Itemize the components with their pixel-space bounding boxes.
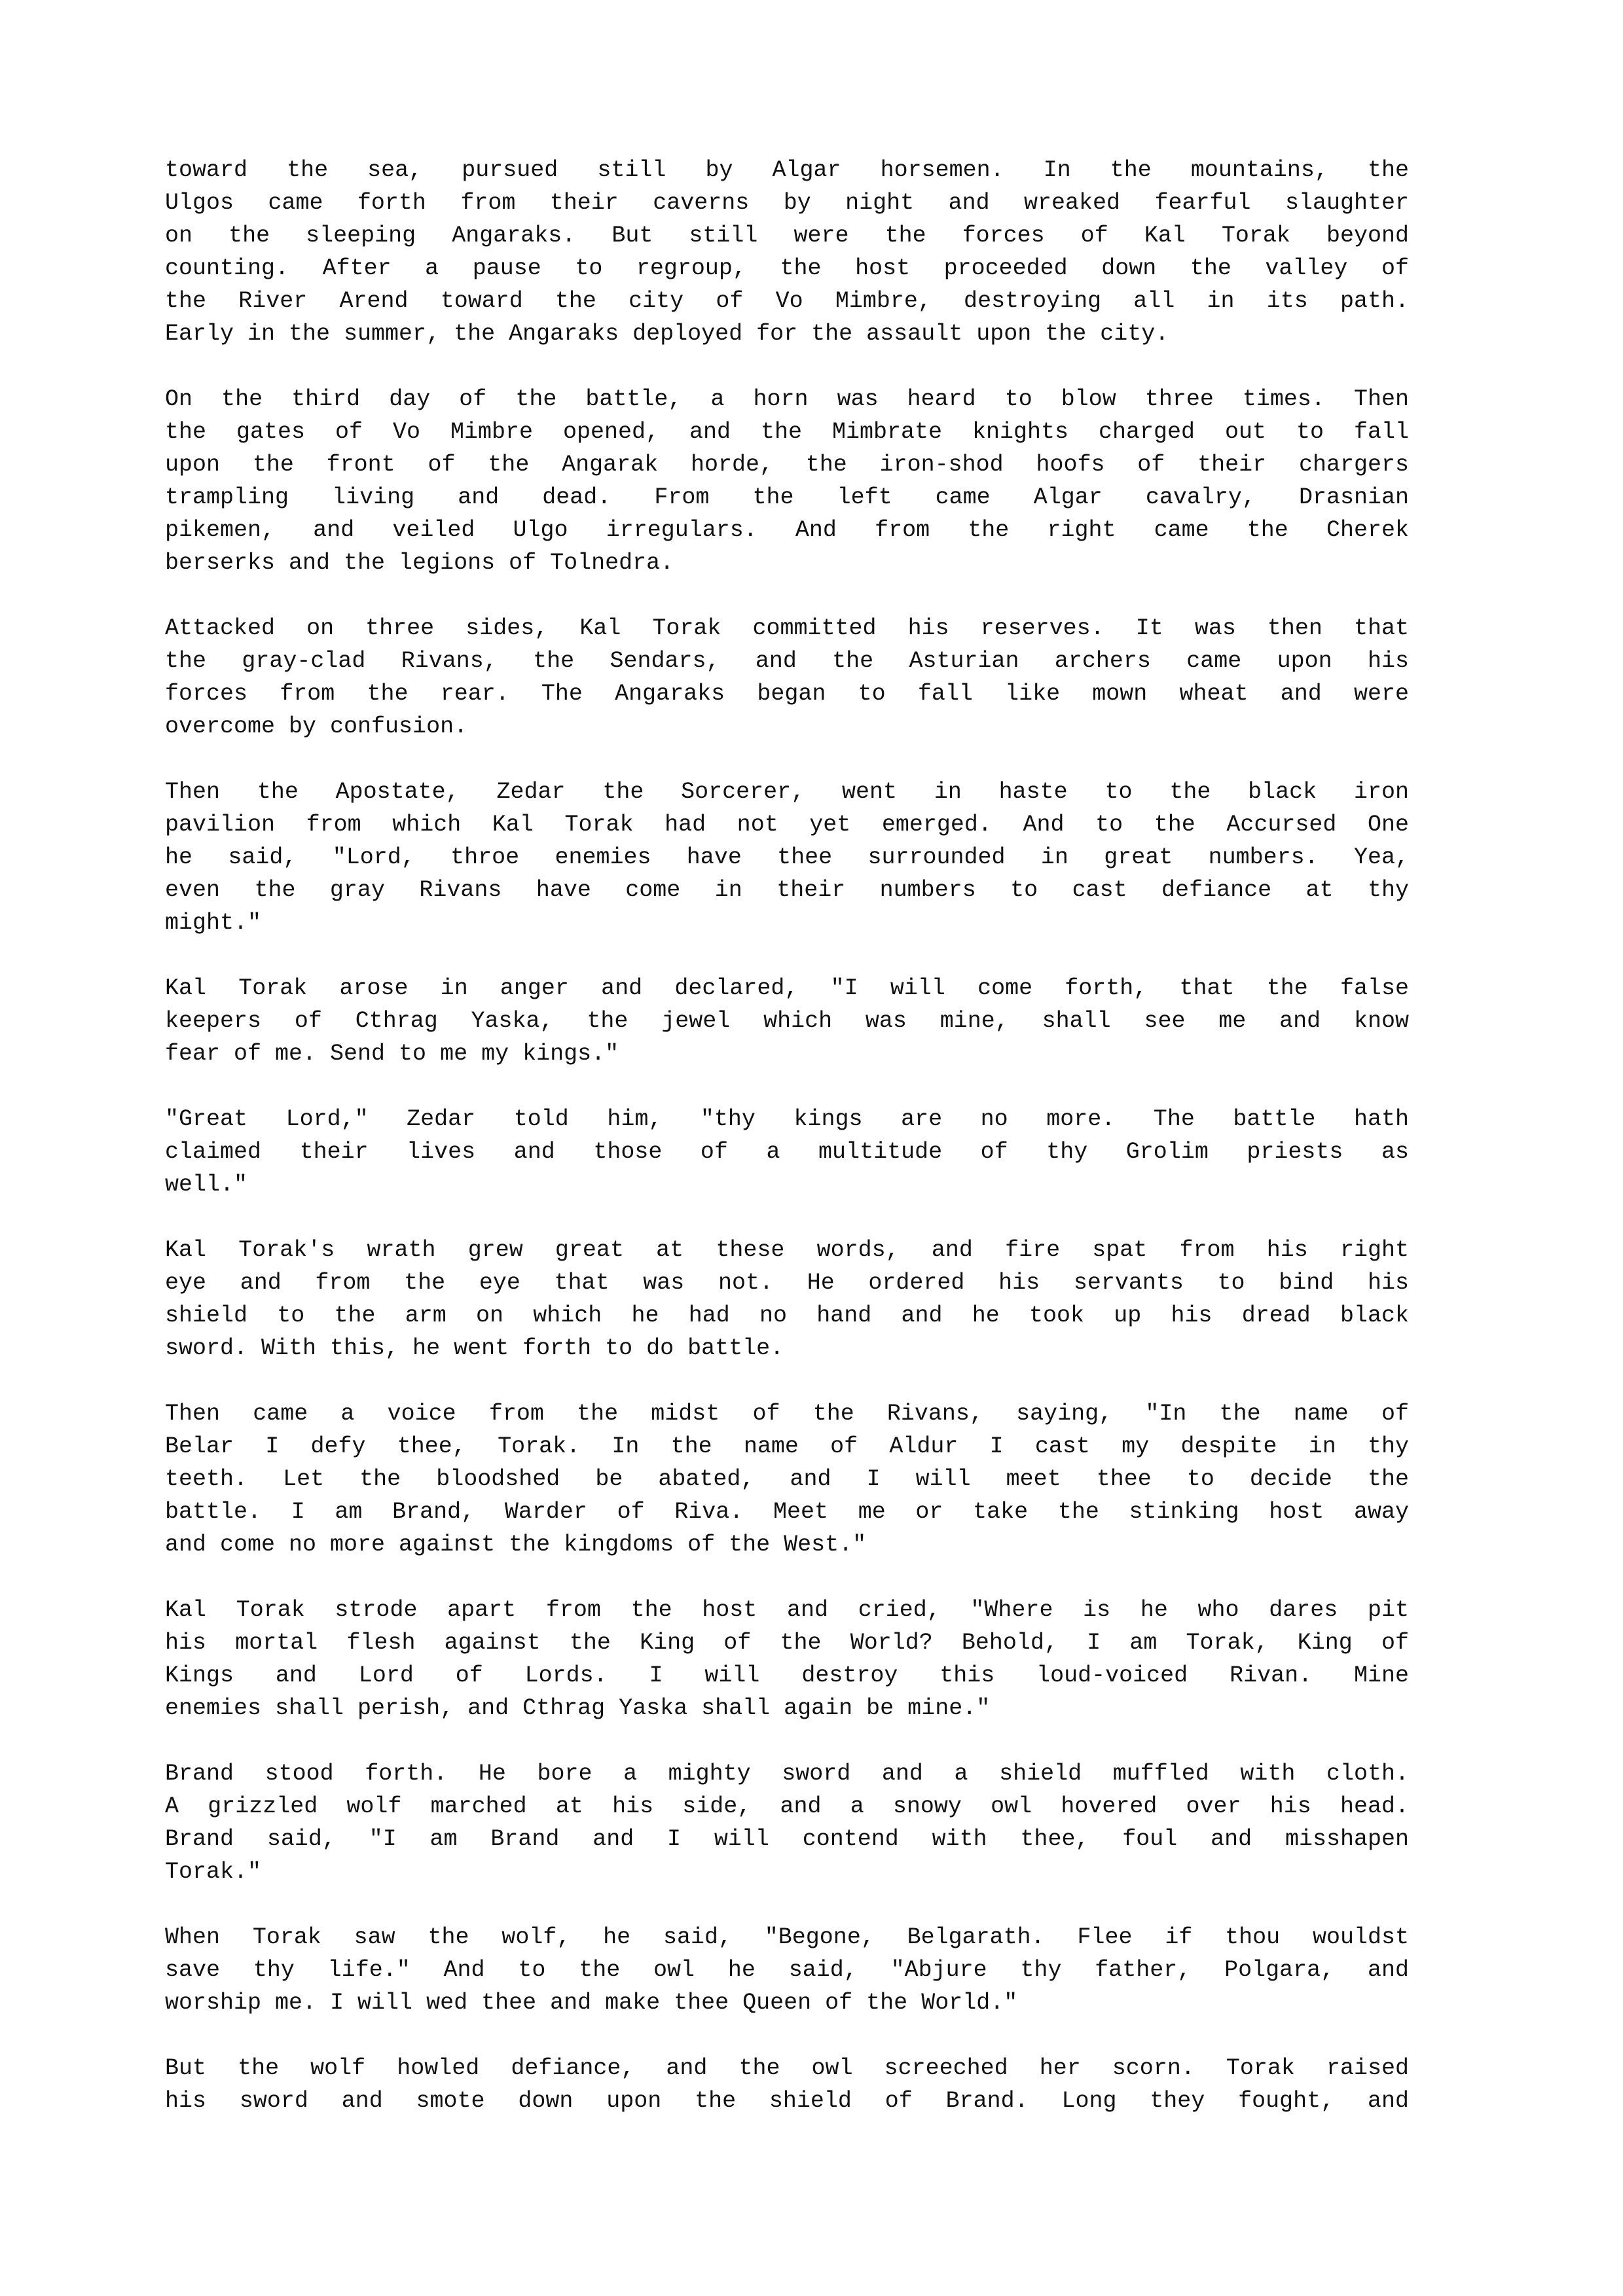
text-line: save thy life." And to the owl he said, "Abjure thy father, Polgara, and <box>165 1957 1409 1983</box>
paragraph <box>165 1234 1409 1365</box>
text-line: berserks and the legions of Tolnedra. <box>165 550 674 576</box>
text-line: worship me. I will wed thee and make thee Queen of the World." <box>165 1990 1018 2016</box>
text-line: Belar I defy thee, Torak. In the name of Aldur I cast my despite in thy <box>165 1433 1409 1460</box>
paragraph <box>165 776 1409 939</box>
text-line: toward the sea, pursued still by Algar horsemen. In the mountains, the <box>165 157 1409 183</box>
text-line: the gray-clad Rivans, the Sendars, and the Asturian archers came upon his <box>165 648 1409 674</box>
text-line: enemies shall perish, and Cthrag Yaska shall again be mine." <box>165 1695 991 1721</box>
text-line: Kal Torak strode apart from the host and cried, "Where is he who dares pit <box>165 1597 1409 1623</box>
paragraph <box>165 1397 1409 1561</box>
text-line: the gates of Vo Mimbre opened, and the Mimbrate knights charged out to fall <box>165 419 1409 445</box>
text-line: Kal Torak's wrath grew great at these words, and fire spat from his right <box>165 1237 1409 1263</box>
paragraph <box>165 972 1409 1070</box>
text-line: Then the Apostate, Zedar the Sorcerer, went in haste to the black iron <box>165 779 1409 805</box>
paragraph <box>165 1921 1409 2019</box>
document-page <box>165 154 1409 2150</box>
text-line: battle. I am Brand, Warder of Riva. Meet me or take the stinking host away <box>165 1499 1409 1525</box>
paragraph <box>165 612 1409 743</box>
text-line: Early in the summer, the Angaraks deployed for the assault upon the city. <box>165 321 1169 347</box>
text-line: might." <box>165 910 262 936</box>
text-line: Then came a voice from the midst of the Rivans, saying, "In the name of <box>165 1401 1409 1427</box>
paragraph <box>165 1594 1409 1725</box>
text-line: Brand stood forth. He bore a mighty sword and a shield muffled with cloth. <box>165 1761 1409 1787</box>
text-line: well." <box>165 1172 248 1198</box>
text-line: On the third day of the battle, a horn was heard to blow three times. Then <box>165 386 1409 412</box>
text-line: Brand said, "I am Brand and I will contend with thee, foul and misshapen <box>165 1826 1409 1852</box>
text-line: trampling living and dead. From the left came Algar cavalry, Drasnian <box>165 484 1409 511</box>
text-line: counting. After a pause to regroup, the host proceeded down the valley of <box>165 255 1409 281</box>
text-line: his mortal flesh against the King of the World? Behold, I am Torak, King of <box>165 1630 1409 1656</box>
text-line: But the wolf howled defiance, and the owl screeched her scorn. Torak raised <box>165 2055 1409 2081</box>
text-line: upon the front of the Angarak horde, the iron-shod hoofs of their chargers <box>165 452 1409 478</box>
paragraph <box>165 2052 1409 2117</box>
text-line: fear of me. Send to me my kings." <box>165 1041 619 1067</box>
text-line: he said, "Lord, throe enemies have thee surrounded in great numbers. Yea, <box>165 844 1409 870</box>
paragraph <box>165 383 1409 579</box>
text-line: forces from the rear. The Angaraks began to fall like mown wheat and were <box>165 681 1409 707</box>
text-line: Kal Torak arose in anger and declared, "I will come forth, that the false <box>165 975 1409 1001</box>
text-line: Torak." <box>165 1859 262 1885</box>
text-line: eye and from the eye that was not. He ordered his servants to bind his <box>165 1270 1409 1296</box>
text-line: on the sleeping Angaraks. But still were the forces of Kal Torak beyond <box>165 223 1409 249</box>
paragraph <box>165 1757 1409 1888</box>
text-line: Attacked on three sides, Kal Torak committed his reserves. It was then that <box>165 615 1409 641</box>
text-line: pavilion from which Kal Torak had not yet emerged. And to the Accursed One <box>165 812 1409 838</box>
text-line: the River Arend toward the city of Vo Mimbre, destroying all in its path. <box>165 288 1409 314</box>
paragraph <box>165 154 1409 350</box>
text-line: claimed their lives and those of a multitude of thy Grolim priests as <box>165 1139 1409 1165</box>
text-line: teeth. Let the bloodshed be abated, and I will meet thee to decide the <box>165 1466 1409 1492</box>
paragraph <box>165 1103 1409 1201</box>
text-line: and come no more against the kingdoms of the West." <box>165 1532 867 1558</box>
text-line: overcome by confusion. <box>165 713 468 740</box>
text-line: his sword and smote down upon the shield of Brand. Long they fought, and <box>165 2088 1409 2114</box>
text-line: pikemen, and veiled Ulgo irregulars. And from the right came the Cherek <box>165 517 1409 543</box>
text-line: sword. With this, he went forth to do battle. <box>165 1335 784 1361</box>
text-line: A grizzled wolf marched at his side, and a snowy owl hovered over his head. <box>165 1793 1409 1820</box>
text-line: Kings and Lord of Lords. I will destroy this loud-voiced Rivan. Mine <box>165 1662 1409 1689</box>
text-line: When Torak saw the wolf, he said, "Begone, Belgarath. Flee if thou wouldst <box>165 1924 1409 1950</box>
text-line: Ulgos came forth from their caverns by night and wreaked fearful slaughter <box>165 190 1409 216</box>
text-line: "Great Lord," Zedar told him, "thy kings are no more. The battle hath <box>165 1106 1409 1132</box>
text-line: even the gray Rivans have come in their numbers to cast defiance at thy <box>165 877 1409 903</box>
text-line: shield to the arm on which he had no hand and he took up his dread black <box>165 1302 1409 1329</box>
text-line: keepers of Cthrag Yaska, the jewel which was mine, shall see me and know <box>165 1008 1409 1034</box>
